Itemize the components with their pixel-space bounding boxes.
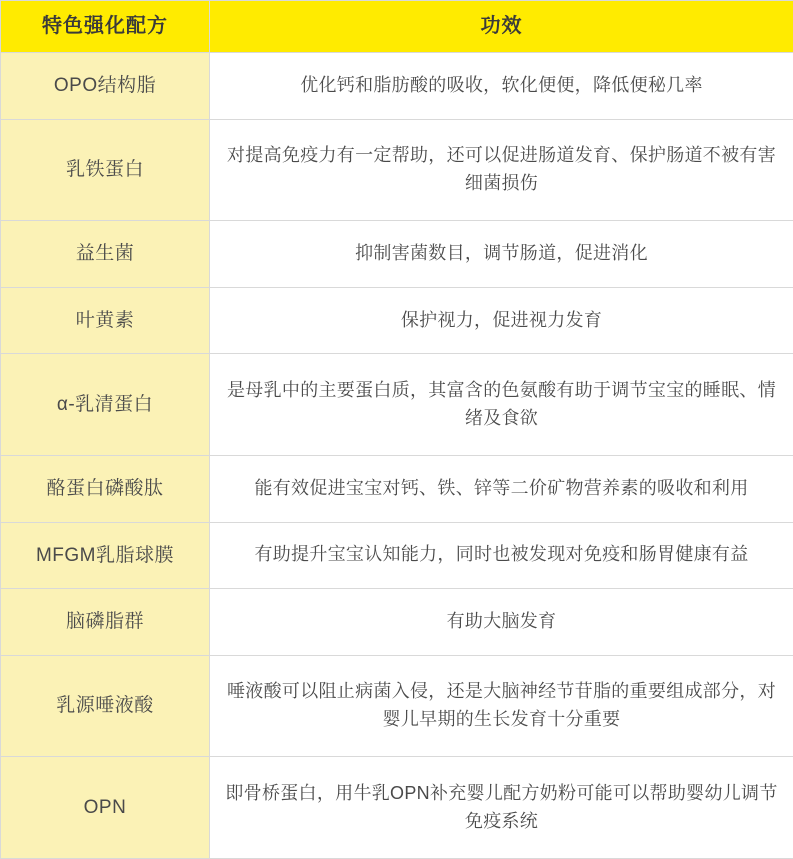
effect-text: 有助提升宝宝认知能力，同时也被发现对免疫和肠胃健康有益 <box>254 544 749 565</box>
column-header-formula: 特色强化配方 <box>1 1 210 53</box>
formula-name-cell: 脑磷脂群 <box>1 589 210 656</box>
formula-name-cell: 叶黄素 <box>1 287 210 354</box>
effect-text: 是母乳中的主要蛋白质，其富含的色氨酸有助于调节宝宝的睡眠、情绪及食欲 <box>227 379 776 428</box>
effect-text: 即骨桥蛋白，用牛乳OPN补充婴儿配方奶粉可能可以帮助婴幼儿调节免疫系统 <box>225 782 778 831</box>
formula-name-cell: 酪蛋白磷酸肽 <box>1 455 210 522</box>
table-header-row <box>1 1 793 53</box>
formula-effect-cell <box>210 757 793 859</box>
effect-text: 优化钙和脂肪酸的吸收，软化便便，降低便秘几率 <box>300 74 703 95</box>
formula-effect-cell <box>210 522 793 589</box>
table-row <box>1 53 793 120</box>
formula-name-cell: α-乳清蛋白 <box>1 354 210 455</box>
formula-effect-cell <box>210 655 793 756</box>
effect-text: 对提高免疫力有一定帮助，还可以促进肠道发育、保护肠道不被有害细菌损伤 <box>227 145 776 193</box>
table-header <box>1 1 793 53</box>
formula-effect-cell <box>210 589 793 656</box>
formula-effect-cell <box>210 119 793 220</box>
table-row <box>1 757 793 859</box>
table-row <box>1 354 793 455</box>
formula-name-cell: OPN <box>1 757 210 859</box>
effect-text: 能有效促进宝宝对钙、铁、锌等二价矿物营养素的吸收和利用 <box>254 477 749 498</box>
formula-name-cell: 乳源唾液酸 <box>1 655 210 756</box>
table-row <box>1 455 793 522</box>
table-row <box>1 589 793 656</box>
formula-name-cell: 益生菌 <box>1 221 210 288</box>
effect-text: 有助大脑发育 <box>446 611 557 632</box>
table-body <box>1 53 793 859</box>
formula-effect-cell <box>210 53 793 120</box>
table-row <box>1 655 793 756</box>
formula-name-cell: 乳铁蛋白 <box>1 119 210 220</box>
column-header-effect: 功效 <box>210 1 793 53</box>
formula-effect-cell <box>210 455 793 522</box>
effect-text: 唾液酸可以阻止病菌入侵，还是大脑神经节苷脂的重要组成部分，对婴儿早期的生长发育十分重要 <box>227 681 776 730</box>
effect-text: 保护视力，促进视力发育 <box>400 309 603 330</box>
formula-name-cell: MFGM乳脂球膜 <box>1 522 210 589</box>
formula-effect-cell <box>210 354 793 455</box>
table-row <box>1 221 793 288</box>
formula-name-cell: OPO结构脂 <box>1 53 210 120</box>
table-row <box>1 287 793 354</box>
table-row <box>1 119 793 220</box>
effect-text: 抑制害菌数目，调节肠道，促进消化 <box>355 243 648 264</box>
formula-effect-cell <box>210 287 793 354</box>
formula-effect-cell <box>210 221 793 288</box>
table-row <box>1 522 793 589</box>
